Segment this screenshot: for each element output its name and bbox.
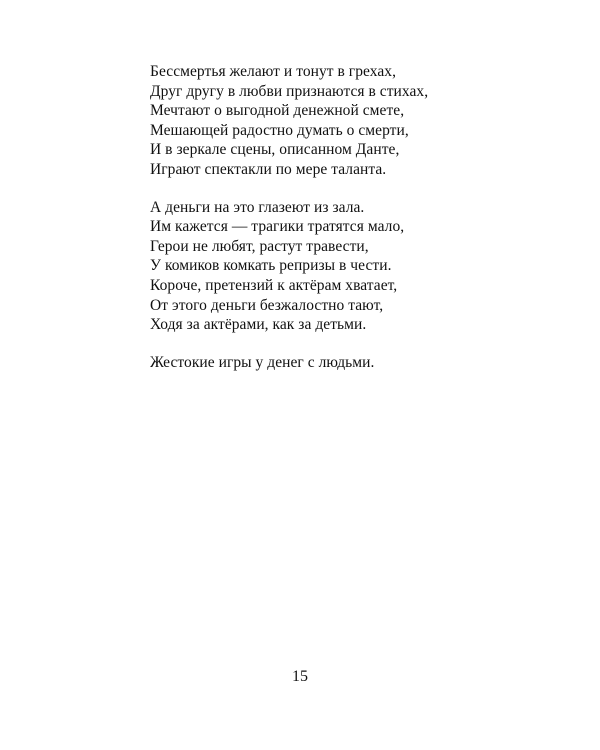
poem-line: Бессмертья желают и тонут в грехах,: [150, 63, 396, 80]
poem-line: А деньги на это глазеют из зала.: [150, 198, 365, 216]
poem-line: От этого деньги безжалостно тают,: [150, 296, 384, 314]
page-number: 15: [292, 668, 308, 685]
stanza-1: [150, 62, 470, 180]
poem-line: Им кажется — трагики тратятся мало,: [150, 218, 405, 236]
poem-line: И в зеркале сцены, описанном Данте,: [150, 141, 400, 159]
poem-line: У комиков комкать репризы в чести.: [150, 257, 392, 275]
poem-line: Мечтают о выгодной денежной смете,: [150, 102, 405, 120]
stanza-2: [150, 198, 470, 335]
poem-line: Жестокие игры у денег с людьми.: [150, 353, 375, 371]
poem-line: Короче, претензий к актёрам хватает,: [150, 276, 398, 294]
poem-line: Играют спектакли по мере таланта.: [150, 160, 387, 178]
poem-line: Герои не любят, растут травести,: [150, 237, 369, 255]
poem-line: Мешающей радостно думать о смерти,: [150, 121, 409, 139]
stanza-3: [150, 353, 470, 373]
poem-line: Друг другу в любви признаются в стихах,: [150, 82, 429, 100]
poem-line: Ходя за актёрами, как за детьми.: [150, 316, 367, 334]
poem: [150, 62, 470, 390]
